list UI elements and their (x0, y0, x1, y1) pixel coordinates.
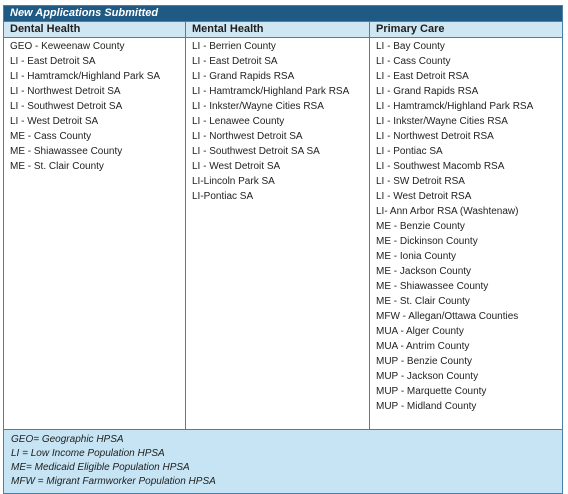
list-item: LI - Northwest Detroit SA (10, 86, 121, 97)
column-body-primary-care (370, 38, 562, 429)
list-item: LI - Southwest Detroit SA (10, 101, 123, 112)
list-item: GEO - Keweenaw County (10, 41, 125, 52)
list-item: LI - West Detroit SA (10, 116, 99, 127)
list-item: MUA - Antrim County (376, 341, 470, 352)
list-item: MUP - Benzie County (376, 356, 472, 367)
column-header-mental-health: Mental Health (186, 22, 369, 38)
list-item: LI-Lincoln Park SA (192, 176, 275, 187)
list-item: MUA - Alger County (376, 326, 464, 337)
list-item: LI - Hamtramck/Highland Park RSA (192, 86, 350, 97)
list-item: LI - Inkster/Wayne Cities RSA (192, 101, 324, 112)
list-item: ME - Ionia County (376, 251, 457, 262)
column-header-dental-health: Dental Health (4, 22, 185, 38)
column-body-dental-health (4, 38, 185, 429)
list-item: ME - Benzie County (376, 221, 465, 232)
list-item: MUP - Midland County (376, 401, 477, 412)
column-dental-health (4, 22, 186, 429)
list-item: LI - East Detroit RSA (376, 71, 469, 82)
list-item: ME - St. Clair County (10, 161, 104, 172)
legend-item: MFW = Migrant Farmworker Population HPSA (11, 476, 216, 487)
list-item: LI-Pontiac SA (192, 191, 254, 202)
table-columns (4, 21, 562, 429)
legend (4, 429, 562, 493)
list-item: LI - Bay County (376, 41, 445, 52)
column-mental-health (186, 22, 370, 429)
list-item: LI - Hamtramck/Highland Park SA (10, 71, 161, 82)
list-item: LI- Ann Arbor RSA (Washtenaw) (376, 206, 519, 217)
list-item: LI - Berrien County (192, 41, 276, 52)
list-item: LI - Cass County (376, 56, 451, 67)
list-item: LI - Pontiac SA (376, 146, 443, 157)
list-item: MUP - Marquette County (376, 386, 487, 397)
table-title: New Applications Submitted (4, 6, 562, 21)
list-item: LI - West Detroit RSA (376, 191, 472, 202)
legend-item: GEO= Geographic HPSA (11, 434, 124, 445)
list-item: LI - Grand Rapids RSA (376, 86, 479, 97)
column-primary-care (370, 22, 562, 429)
column-body-mental-health (186, 38, 369, 429)
list-item: LI - Grand Rapids RSA (192, 71, 295, 82)
list-item: LI - Hamtramck/Highland Park RSA (376, 101, 534, 112)
list-item: LI - East Detroit SA (10, 56, 96, 67)
legend-item: LI = Low Income Population HPSA (11, 448, 165, 459)
column-header-primary-care: Primary Care (370, 22, 562, 38)
list-item: LI - East Detroit SA (192, 56, 278, 67)
list-item: ME - Jackson County (376, 266, 472, 277)
list-item: ME - St. Clair County (376, 296, 470, 307)
list-item: MFW - Allegan/Ottawa Counties (376, 311, 519, 322)
list-item: ME - Shiawassee County (10, 146, 123, 157)
legend-item: ME= Medicaid Eligible Population HPSA (11, 462, 190, 473)
list-item: LI - West Detroit SA (192, 161, 281, 172)
list-item: MUP - Jackson County (376, 371, 479, 382)
list-item: ME - Shiawassee County (376, 281, 489, 292)
list-item: ME - Cass County (10, 131, 92, 142)
applications-table (3, 5, 563, 494)
list-item: ME - Dickinson County (376, 236, 478, 247)
list-item: LI - Southwest Detroit SA SA (192, 146, 320, 157)
list-item: LI - SW Detroit RSA (376, 176, 465, 187)
list-item: LI - Southwest Macomb RSA (376, 161, 505, 172)
list-item: LI - Inkster/Wayne Cities RSA (376, 116, 508, 127)
list-item: LI - Northwest Detroit RSA (376, 131, 494, 142)
list-item: LI - Lenawee County (192, 116, 285, 127)
list-item: LI - Northwest Detroit SA (192, 131, 303, 142)
